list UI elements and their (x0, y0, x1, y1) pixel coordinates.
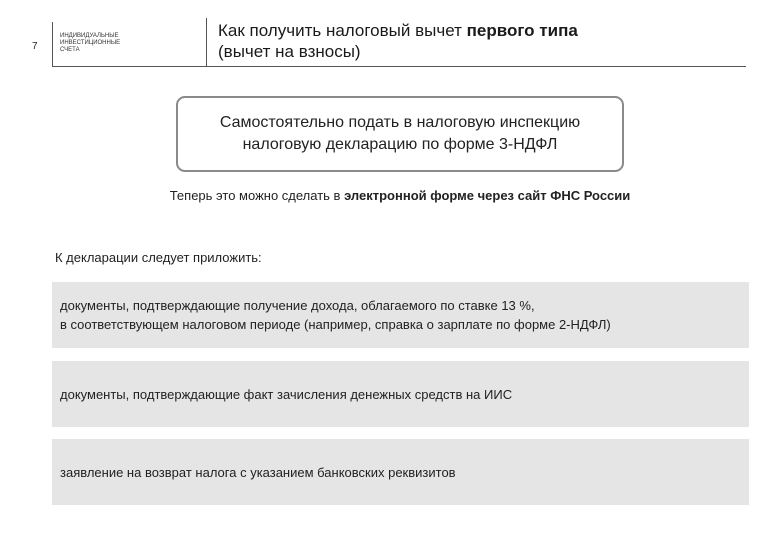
note-bold: электронной форме через сайт ФНС России (344, 188, 631, 203)
electronic-filing-note (0, 188, 780, 203)
callout-box (176, 96, 624, 172)
attachments-heading: К декларации следует приложить: (55, 250, 262, 265)
section-label-line: ИНВЕСТИЦИОННЫЕ (60, 40, 121, 46)
slide-title-line-2: (вычет на взносы) (218, 42, 361, 61)
note-regular: Теперь это можно сделать в (169, 188, 345, 203)
slide-title-bold: первого типа (466, 21, 578, 40)
section-label (60, 33, 190, 54)
callout-line-2: налоговую декларацию по форме 3-НДФЛ (242, 136, 558, 153)
callout-line-1: Самостоятельно подать в налоговую инспекцию (219, 114, 581, 131)
attachment-line: документы, подтверждающие факт зачисления денежных средств на ИИС (60, 386, 513, 402)
attachment-item-refund-application (52, 439, 749, 505)
slide-title-line-1 (218, 20, 738, 41)
slide-title-regular: Как получить налоговый вычет (218, 21, 467, 40)
attachment-item-iis-deposit-docs (52, 361, 749, 427)
section-label-line: ИНДИВИДУАЛЬНЫЕ (60, 33, 119, 39)
attachment-item-income-docs (52, 282, 749, 348)
attachment-line: в соответствующем налоговом периоде (например, справка о зарплате по форме 2-НДФЛ) (60, 317, 611, 332)
attachment-line: документы, подтверждающие получение дохода, облагаемого по ставке 13 %, (60, 298, 535, 313)
header-left-divider (52, 22, 53, 66)
slide-title (218, 20, 738, 62)
attachment-line: заявление на возврат налога с указанием банковских реквизитов (60, 464, 456, 480)
page-number: 7 (32, 41, 38, 52)
section-label-line: СЧЕТА (60, 47, 80, 53)
header-mid-divider (206, 18, 207, 66)
header-rule (52, 66, 746, 67)
